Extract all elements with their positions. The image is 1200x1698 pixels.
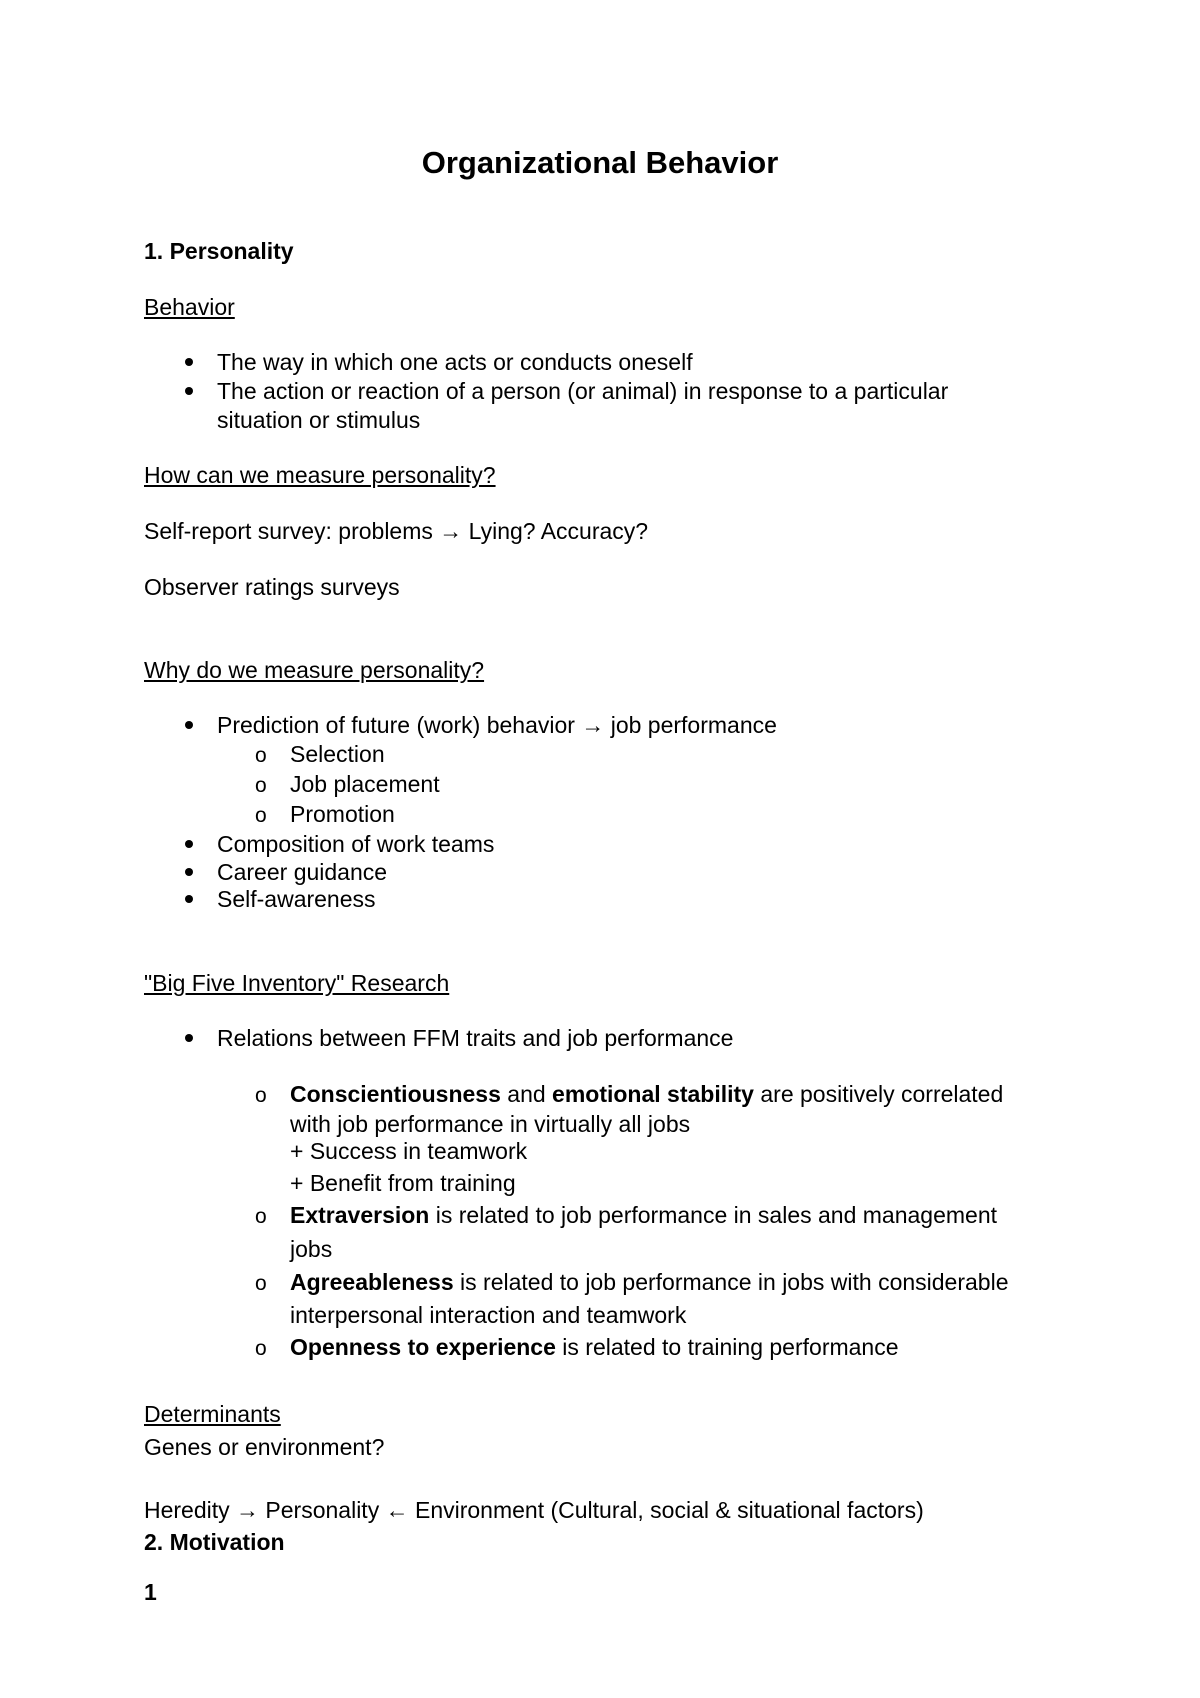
list-item: The action or reaction of a person (or animal) in response to a particular <box>217 378 949 404</box>
sub-list-item: Promotion <box>290 801 395 827</box>
bullet-icon <box>185 1034 193 1042</box>
trait-note: + Benefit from training <box>290 1170 516 1196</box>
bullet-icon <box>185 387 193 395</box>
connector-text: and <box>500 1081 553 1107</box>
trait-extraversion <box>290 1201 997 1230</box>
subheading-measure: How can we measure personality? <box>144 462 496 488</box>
trait-description-continuation: with job performance in virtually all jobs <box>290 1111 691 1137</box>
list-item: Career guidance <box>217 859 388 885</box>
sub-bullet-icon: o <box>255 804 267 827</box>
trait-name: Conscientiousness <box>290 1081 501 1107</box>
section-heading-motivation: 2. Motivation <box>144 1529 285 1555</box>
list-item: Self-awareness <box>217 886 376 912</box>
document-title: Organizational Behavior <box>421 145 779 180</box>
list-item: The way in which one acts or conducts oneself <box>217 349 693 375</box>
sub-list-item: Job placement <box>290 771 440 797</box>
subheading-behavior: Behavior <box>144 294 235 320</box>
list-item-continuation: situation or stimulus <box>217 407 421 433</box>
list-item: Relations between FFM traits and job performance <box>217 1025 734 1051</box>
bullet-icon <box>185 895 193 903</box>
trait-description-continuation: interpersonal interaction and teamwork <box>290 1302 687 1328</box>
subheading-why: Why do we measure personality? <box>144 657 485 683</box>
subheading-big-five: "Big Five Inventory" Research <box>144 970 450 996</box>
trait-conscientiousness <box>290 1080 1003 1109</box>
bullet-icon <box>185 840 193 848</box>
trait-description: are positively correlated <box>753 1081 1004 1107</box>
observer-line: Observer ratings surveys <box>144 574 400 600</box>
heredity-line: Heredity → Personality ← Environment (Cultural, social & situational factors) <box>144 1497 924 1523</box>
self-report-line: Self-report survey: problems → Lying? Accuracy? <box>144 518 649 544</box>
subheading-determinants: Determinants <box>144 1401 281 1427</box>
trait-agreeableness <box>290 1268 1009 1297</box>
trait-description: is related to job performance in jobs with considerable <box>453 1269 1009 1295</box>
trait-description: is related to training performance <box>555 1334 899 1360</box>
list-item: Prediction of future (work) behavior → job performance <box>217 712 777 738</box>
sub-bullet-icon: o <box>255 1205 267 1228</box>
trait-openness <box>290 1333 899 1362</box>
page-number: 1 <box>144 1579 157 1605</box>
sub-bullet-icon: o <box>255 1272 267 1295</box>
trait-name: Agreeableness <box>290 1269 454 1295</box>
sub-bullet-icon: o <box>255 1337 267 1360</box>
trait-name: emotional stability <box>552 1081 754 1107</box>
trait-note: + Success in teamwork <box>290 1138 528 1164</box>
bullet-icon <box>185 721 193 729</box>
bullet-icon <box>185 868 193 876</box>
trait-name: Openness to experience <box>290 1334 556 1360</box>
bullet-icon <box>185 358 193 366</box>
sub-list-item: Selection <box>290 741 385 767</box>
list-item: Composition of work teams <box>217 831 495 857</box>
sub-bullet-icon: o <box>255 744 267 767</box>
trait-description-continuation: jobs <box>290 1236 333 1262</box>
section-heading-personality: 1. Personality <box>144 238 294 264</box>
sub-bullet-icon: o <box>255 1084 267 1107</box>
sub-bullet-icon: o <box>255 774 267 797</box>
trait-name: Extraversion <box>290 1202 430 1228</box>
determinants-question: Genes or environment? <box>144 1434 385 1460</box>
trait-description: is related to job performance in sales and management <box>429 1202 998 1228</box>
